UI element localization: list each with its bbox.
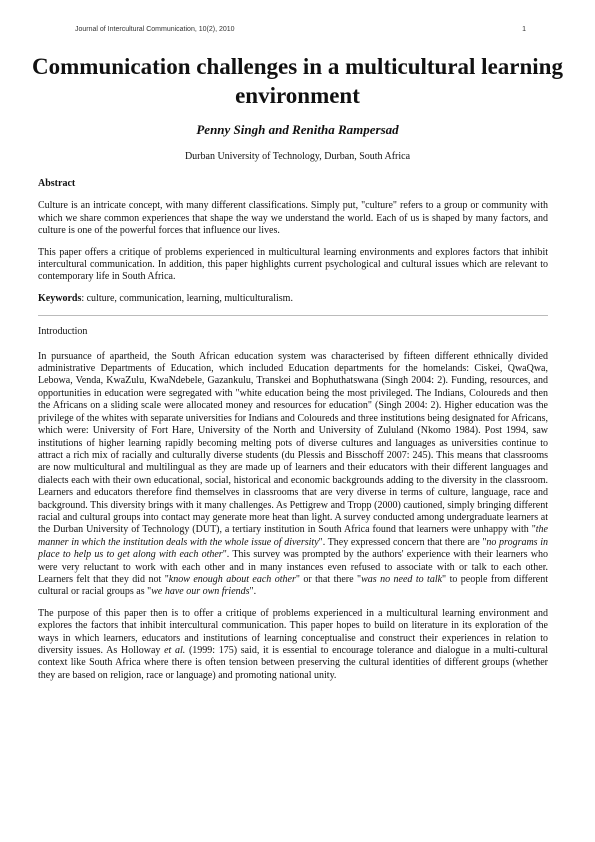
paper-title: Communication challenges in a multicultural learning environment bbox=[32, 54, 563, 108]
section-divider bbox=[38, 315, 548, 316]
keywords-label: Keywords bbox=[38, 292, 82, 304]
quote: was no need to talk bbox=[361, 573, 443, 585]
keywords bbox=[38, 293, 548, 305]
quote: we have our own friends bbox=[151, 586, 250, 598]
quote: the manner in which the institution deals with the whole issue of diversity bbox=[38, 524, 548, 548]
introduction-paragraph-1: In pursuance of apartheid, the South African education system was characterised by fifteen different ethnically divided administrative Departments of Education, which included Education departments for the homelands: Ciskei, QwaQwa, Lebowa, Venda, KwaZulu, KwaNdebele, Gazankulu, Transkei and Bophuthatswana (Singh 2004: 2). Funding, resources, and opportunities in education were segregated with "white education being the most privileged. The Indians, Coloureds and then the Africans on a sliding scale were allocated money and resources for education" (Singh 2004: 2). Higher education was the privilege of the whites with separate universities for Indians and Coloureds and three institutions being designated for Africans, which were: University of Fort Hare, University of the North and University of Zululand (Nkomo 1984). Post 1994, saw institutions of higher learning rapidly becoming melting pots of diverse cultures and languages as universities continue to attract a rich mix of racially and culturally diverse students (du Plessis and Bisschoff 2007: 245). This means that classrooms are now multicultural and multilingual as they are made up of learners and their educators with their different languages and dialects each with their own educational, social, historical and economic backgrounds adding to the diversity in the classroom. Learners and educators therefore find themselves in classrooms that are very diverse in terms of culture, language, race and background. This diversity brings with it many challenges. As Pettigrew and Tropp (2000) cautioned, simply bringing different racial and cultural groups into contact may generate more heat than light. A survey conducted among undergraduate learners at the Durban University of Technology (DUT), a tertiary institution in South Africa found that learners were unhappy with "the manner in which the institution deals with the whole issue of diversity". They expressed concern that there are "no programs in place to help us to get along with each other". This survey was prompted by the authors' experience with their learners who were very reluctant to work with each other and in many instances even refused to associate with or talk to each other. Learners felt that they did not "know enough about each other" or that there "was no need to talk" to people from different cultural or racial groups as "we have our own friends". bbox=[38, 350, 548, 598]
abstract-paragraph-1: Culture is an intricate concept, with many different classifications. Simply put, "culture" refers to a group or community with which we share common experiences that shape the way we understand the world. Each of us is shaped by many factors, and culture is one of the powerful forces that influence our lives. bbox=[38, 200, 548, 237]
page-number: 1 bbox=[522, 26, 526, 33]
quote: no programs in place to help us to get along with each other bbox=[38, 536, 548, 561]
journal-citation: Journal of Intercultural Communication, 10(2), 2010 bbox=[75, 26, 235, 33]
author-affiliation: Durban University of Technology, Durban, South Africa bbox=[184, 151, 411, 162]
introduction-heading: Introduction bbox=[38, 326, 88, 338]
abstract-heading: Abstract bbox=[38, 178, 76, 189]
paper-authors: Penny Singh and Renitha Rampersad bbox=[196, 122, 399, 137]
keywords-text: : culture, communication, learning, multiculturalism. bbox=[81, 292, 293, 304]
paper-body bbox=[38, 178, 548, 682]
quote: know enough about each other bbox=[168, 573, 296, 585]
citation-etal: et al. bbox=[164, 645, 186, 656]
introduction-paragraph-2: The purpose of this paper then is to offer a critique of problems experienced in a multicultural learning environment and explores the factors that inhibit intercultural communication. This paper hopes to build on literature in its exploration of the ways in which learners, educators and institutions of learning conceptualise and construct their experiences in relation to diversity issues. As Holloway et al. (1999: 175) said, it is essential to encourage tolerance and dialogue in a multi-cultural context like South Africa where there is often tension between preserving the cultural identities of different groups (whether they are based on religion, race or language) and promoting national unity. bbox=[38, 607, 548, 681]
abstract-paragraph-2: This paper offers a critique of problems experienced in multicultural learning environments and explores factors that inhibit intercultural communication. In addition, this paper highlights current psychological and cultural issues which are relevant to contemporary life in South Africa. bbox=[38, 246, 548, 283]
